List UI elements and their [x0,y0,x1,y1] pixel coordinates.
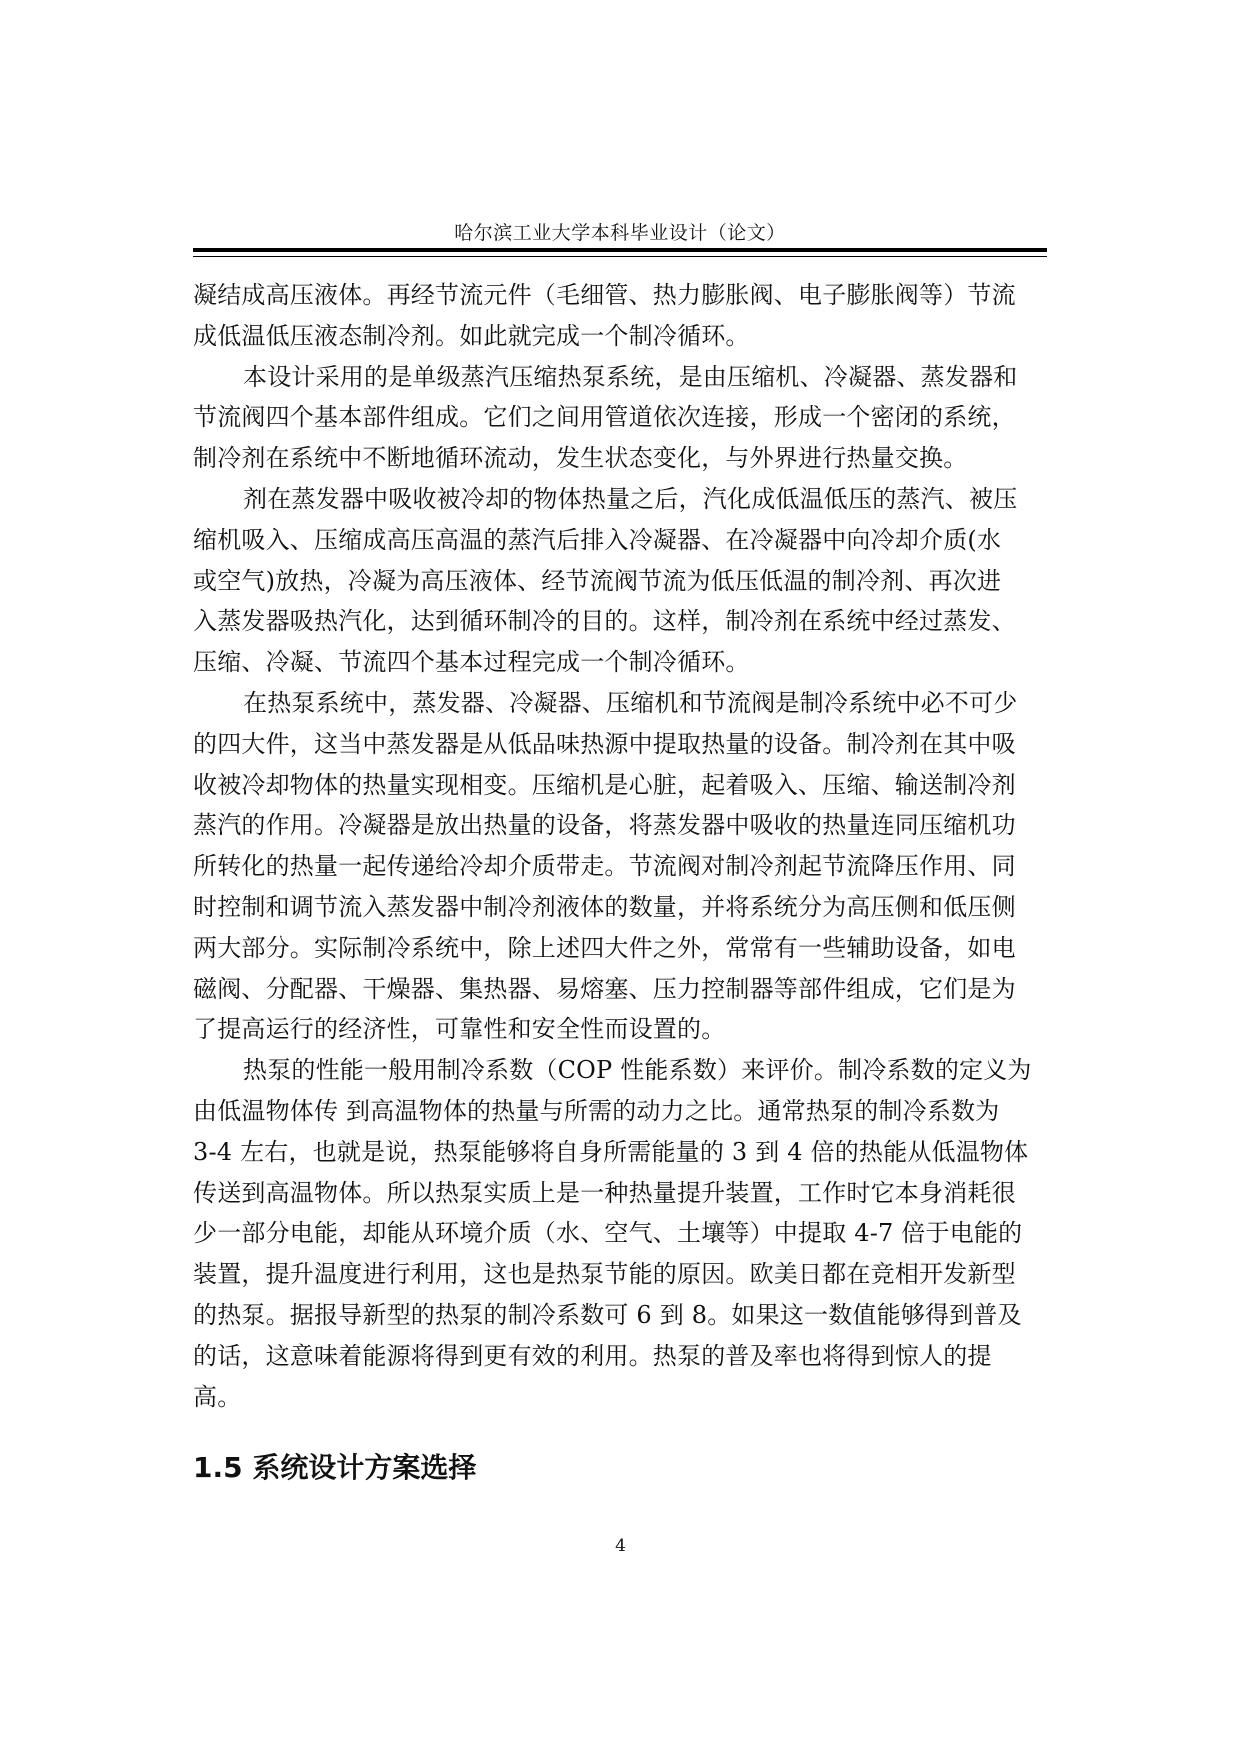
paragraph-5 [193,1050,1053,1417]
paragraph-line: 收被冷却物体的热量实现相变。压缩机是心脏，起着吸入、压缩、输送制冷剂 [193,770,1016,799]
paragraph-1 [193,275,1053,357]
paragraph-3 [193,479,1053,683]
paragraph-line: 或空气)放热，冷凝为高压液体、经节流阀节流为低压低温的制冷剂、再次进 [193,566,1002,595]
paragraph-line: 两大部分。实际制冷系统中，除上述四大件之外，常常有一些辅助设备，如电 [193,933,1016,962]
paragraph-line: 高。 [193,1382,242,1411]
paragraph-line: 的热泵。据报导新型的热泵的制冷系数可 6 到 8。如果这一数值能够得到普及 [193,1300,1022,1329]
page-number: 4 [615,1536,626,1556]
paragraph-line: 了提高运行的经济性，可靠性和安全性而设置的。 [193,1015,726,1044]
running-header: 哈尔滨工业大学本科毕业设计（论文） [454,222,786,244]
paragraph-4 [193,683,1053,1050]
paragraph-line: 3-4 左右，也就是说，热泵能够将自身所需能量的 3 到 4 倍的热能从低温物体 [193,1137,1029,1166]
paragraph-line: 所转化的热量一起传递给冷却介质带走。节流阀对制冷剂起节流降压作用、同 [193,852,1016,881]
paragraph-line: 时控制和调节流入蒸发器中制冷剂液体的数量，并将系统分为高压侧和低压侧 [193,892,1016,921]
paragraph-line: 磁阀、分配器、干燥器、集热器、易熔塞、压力控制器等部件组成，它们是为 [193,974,1016,1003]
paragraph-line: 的话，这意味着能源将得到更有效的利用。热泵的普及率也将得到惊人的提 [193,1341,992,1370]
paragraph-line: 由低温物体传 到高温物体的热量与所需的动力之比。通常热泵的制冷系数为 [193,1096,1000,1125]
paragraph-line: 制冷剂在系统中不断地循环流动，发生状态变化，与外界进行热量交换。 [193,444,968,473]
section-heading: 1.5 系统设计方案选择 [193,1451,477,1484]
paragraph-line: 入蒸发器吸热汽化，达到循环制冷的目的。这样，制冷剂在系统中经过蒸发、 [193,607,1016,636]
paragraph-line: 节流阀四个基本部件组成。它们之间用管道依次连接，形成一个密闭的系统， [193,403,1016,432]
header-rule-thick [193,248,1047,252]
paragraph-line: 在热泵系统中，蒸发器、冷凝器、压缩机和节流阀是制冷系统中必不可少 [243,688,1018,717]
paragraph-line: 剂在蒸发器中吸收被冷却的物体热量之后，汽化成低温低压的蒸汽、被压 [243,484,1018,513]
paragraph-line: 装置，提升温度进行利用，这也是热泵节能的原因。欧美日都在竞相开发新型 [193,1260,1016,1289]
header-rule-thin [193,256,1047,257]
paragraph-line: 少一部分电能，却能从环境介质（水、空气、土壤等）中提取 4-7 倍于电能的 [193,1219,1023,1248]
paragraph-line: 传送到高温物体。所以热泵实质上是一种热量提升装置，工作时它本身消耗很 [193,1178,1016,1207]
paragraph-line: 的四大件，这当中蒸发器是从低品味热源中提取热量的设备。制冷剂在其中吸 [193,729,1016,758]
paragraph-line: 蒸汽的作用。冷凝器是放出热量的设备，将蒸发器中吸收的热量连同压缩机功 [193,811,1016,840]
paragraph-line: 压缩、冷凝、节流四个基本过程完成一个制冷循环。 [193,648,750,677]
paragraph-line: 成低温低压液态制冷剂。如此就完成一个制冷循环。 [193,321,750,350]
paragraph-line: 本设计采用的是单级蒸汽压缩热泵系统，是由压缩机、冷凝器、蒸发器和 [243,362,1018,391]
paragraph-2 [193,357,1053,479]
paragraph-line: 凝结成高压液体。再经节流元件（毛细管、热力膨胀阀、电子膨胀阀等）节流 [193,281,1016,309]
body-text [193,275,1053,1417]
paragraph-line: 缩机吸入、压缩成高压高温的蒸汽后排入冷凝器、在冷凝器中向冷却介质(水 [193,525,1002,554]
paragraph-line: 热泵的性能一般用制冷系数（COP 性能系数）来评价。制冷系数的定义为 [243,1056,1032,1085]
